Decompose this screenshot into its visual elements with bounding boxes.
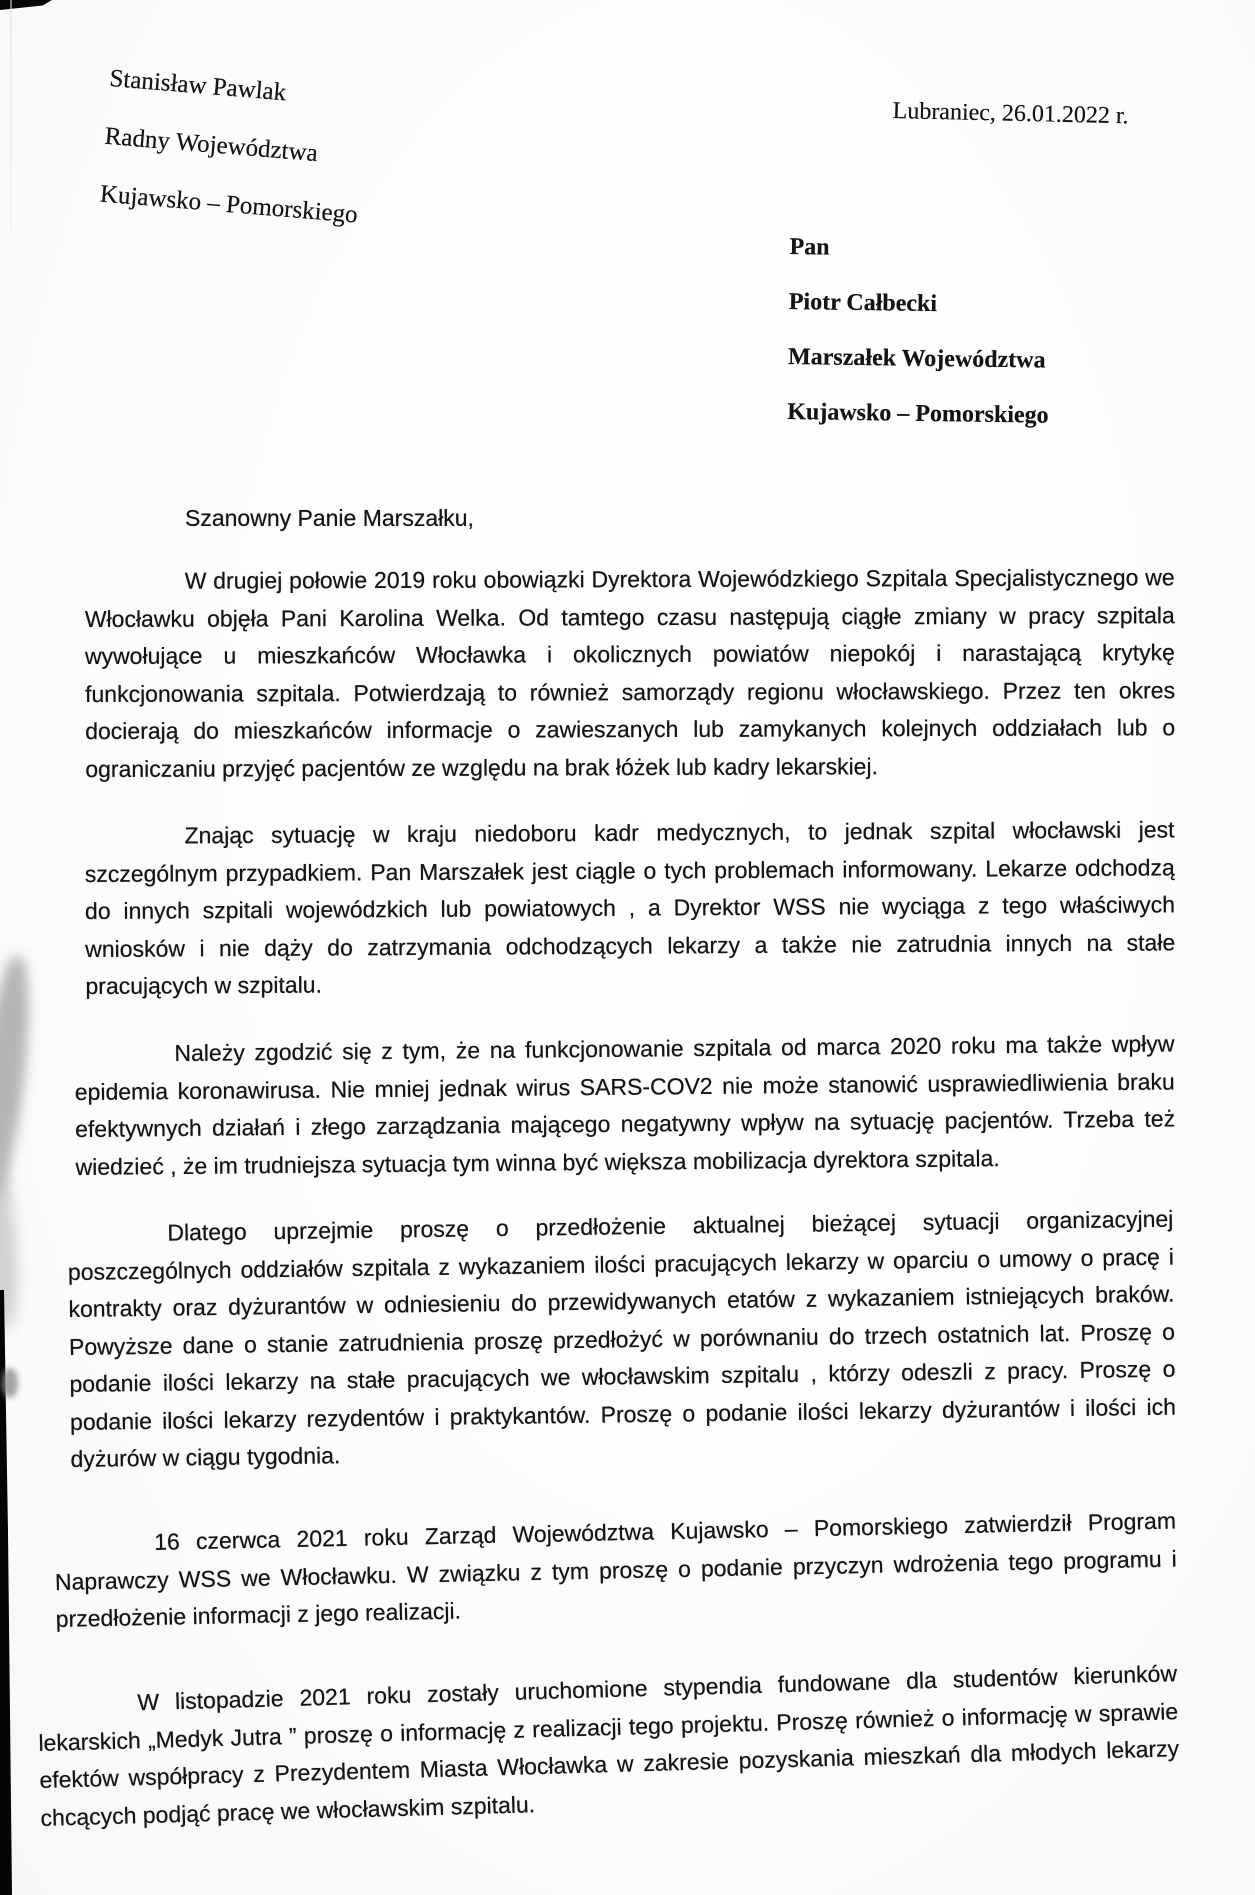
scan-artifact-left-nub: [2, 1368, 18, 1398]
salutation: Szanowny Panie Marszałku,: [185, 505, 474, 531]
recipient-name: Piotr Całbecki: [788, 288, 938, 318]
paragraph-1: W drugiej połowie 2019 roku obowiązki Dyrektora Wojewódzkiego Szpitala Specjalistycznego we Włocławku objęła Pani Karolina Welka. Od tamtego czasu następują ciągłe zmiany w pracy szpitala wywołujące u mieszkańców Włocławka i okolicznych powiatów niepokój i narastającą krytykę funkcjonowania szpitala. Potwierdzają to również samorządy regionu włocławskiego. Przez ten okres docierają do mieszkańców informacje o zawieszanych lub zamykanych kolejnych oddziałach lub o ograniczaniu przyjęć pacjentów ze względu na brak łóżek lub kadry lekarskiej.: [84, 564, 1176, 782]
paragraph-3: Należy zgodzić się z tym, że na funkcjonowanie szpitala od marca 2020 roku ma także wpływ epidemia koronawirusa. Nie mniej jednak wirus SARS-COV2 nie może stanowić usprawiedliwienia braku efektywnych działań i złego zarządzania mającego negatywny wpływ na sytuację pacjentów. Trzeba też wiedzieć , że im trudniejsza sytuacja tym winna być większa mobilizacja dyrektora szpitala.: [74, 1029, 1176, 1179]
paragraph-4: Dlatego uprzejmie proszę o przedłożenie aktualnej bieżącej sytuacji organizacyjnej poszczególnych oddziałów szpitala z wykazaniem ilości pracujących lekarzy w oparciu o umowy o pracę i kontrakty oraz dyżurantów w odniesieniu do przewidywanych etatów z wykazaniem istniejących braków. Powyższe dane o stanie zatrudnienia proszę przedłożyć w porównaniu do trzech ostatnich lat. Proszę o podanie ilości lekarzy na stałe pracujących we włocławskim szpitalu , którzy odeszli z pracy. Proszę o podanie ilości lekarzy rezydentów i praktykantów. Proszę o podanie ilości lekarzy dyżurantów i ilości ich dyżurów w ciągu tygodnia.: [67, 1205, 1177, 1472]
scan-artifact-top-crease: [10, 0, 12, 235]
date-line: Lubraniec, 26.01.2022 r.: [892, 98, 1129, 130]
recipient-honorific: Pan: [789, 233, 830, 261]
scan-artifact-left-blotch-lower: [0, 1149, 22, 1331]
paragraph-6: W listopadzie 2021 roku zostały uruchomione stypendia fundowane dla studentów kierunków lekarskich „Medyk Jutra ” proszę o informację z realizacji tego projektu. Proszę również o informację w sprawie efektów współpracy z Prezydentem Miasta Włocławka w zakresie pozyskania mieszkań dla młodych lekarzy chcących podjąć pracę we włocławskim szpitalu.: [38, 1659, 1180, 1830]
recipient-region: Kujawsko – Pomorskiego: [787, 398, 1049, 429]
scan-artifact-top-left-mark: [0, 0, 52, 10]
recipient-title: Marszałek Województwa: [787, 343, 1046, 374]
sender-name: Stanisław Pawlak: [108, 64, 288, 107]
sender-title: Radny Województwa: [103, 122, 319, 168]
sender-block: [98, 50, 370, 245]
letter-body: [38, 500, 1180, 1837]
recipient-block: [787, 220, 1051, 444]
paragraph-2: Znając sytuację w kraju niedoboru kadr medycznych, to jednak szpital włocławski jest szczególnym przypadkiem. Pan Marszałek jest ciągle o tych problemach informowany. Lekarze odchodzą do innych szpitali wojewódzkich lub powiatowych , a Dyrektor WSS nie wyciąga z tego właściwych wniosków i nie dąży do zatrzymania odchodzących lekarzy a także nie zatrudnia innych na stałe pracujących w szpitalu.: [84, 816, 1176, 999]
scan-artifact-left-blotch: [0, 953, 39, 1206]
sender-region: Kujawsko – Pomorskiego: [99, 180, 359, 229]
paragraph-5: 16 czerwca 2021 roku Zarząd Województwa Kujawsko – Pomorskiego zatwierdził Program Naprawczy WSS we Włocławku. W związku z tym proszę o podanie przyczyn wdrożenia tego programu i przedłożenie informacji z jego realizacji.: [54, 1507, 1178, 1632]
scan-artifact-left-edge-strip: [0, 1290, 12, 1895]
